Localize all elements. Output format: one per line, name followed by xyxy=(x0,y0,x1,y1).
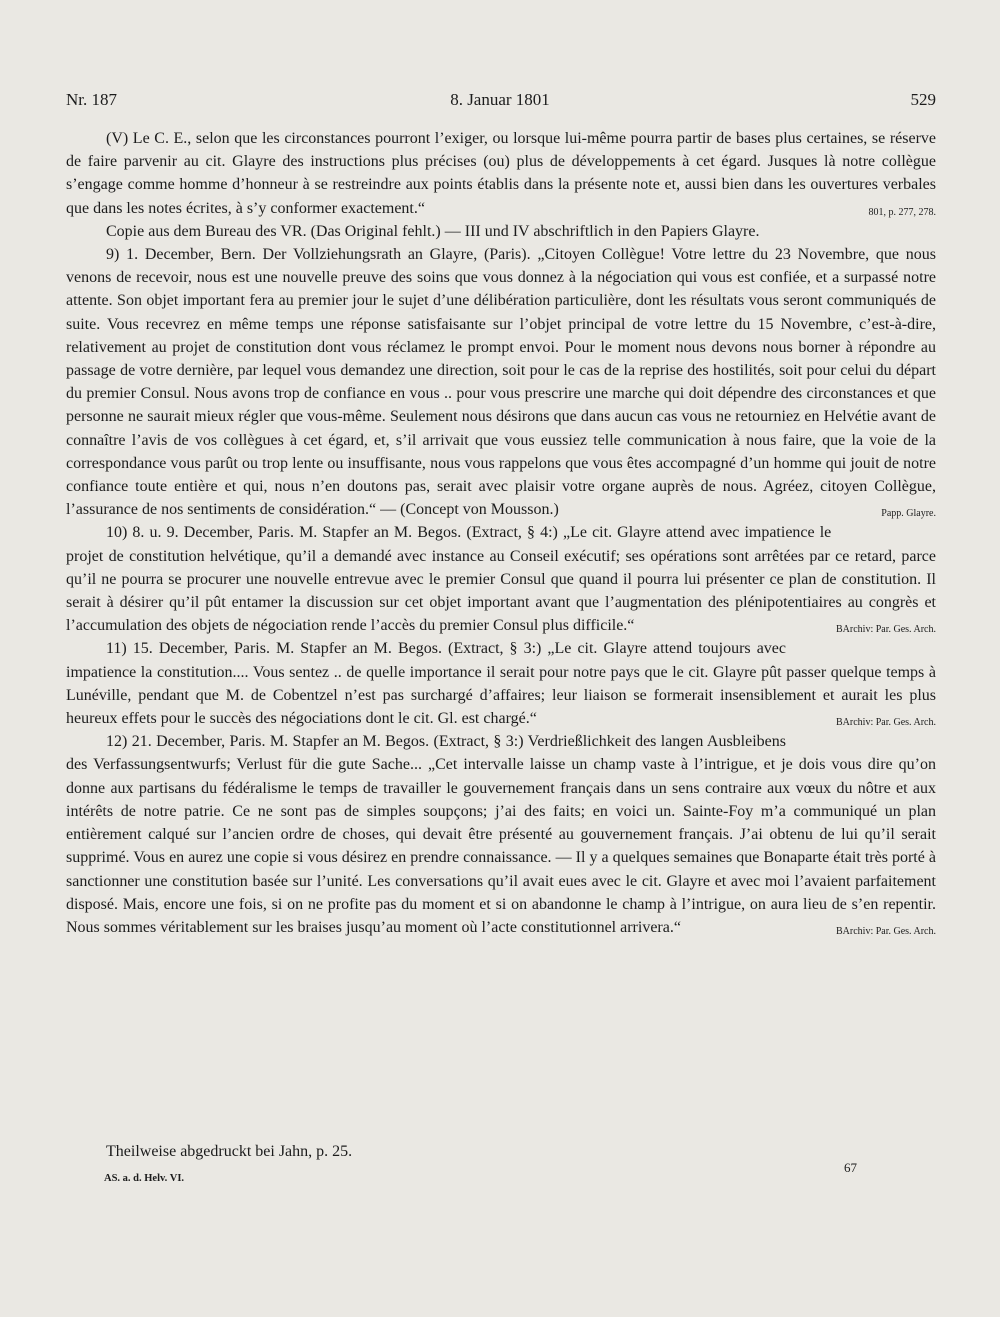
source-ref: BArchiv: Par. Ges. Arch. xyxy=(836,717,936,729)
source-ref: BArchiv: Par. Ges. Arch. xyxy=(836,624,936,636)
source-ref: 801, p. 277, 278. xyxy=(868,206,936,218)
paragraph-9 xyxy=(66,243,936,521)
paragraph-copie xyxy=(66,220,936,243)
paragraph-text: 10) 8. u. 9. December, Paris. M. Stapfer an M. Begos. (Extract, § 4:) „Le cit. Glayre attend avec impatience le projet de constitution helvétique, qu’il a demandé avec instance au Conseil exécutif; ses opérations sont arrêtées par ce retard, parce qu’il ne pourra se procurer une nouvelle entrevue avec le premier Consul que quand il pourra lui présenter ce plan de constitution. Il serait à désirer qu’il pût entamer la discussion sur cet objet important avant que l’augmentation des plénipotentiaires au congrès et l’accumulation des objets de négociation rende l’accès du premier Consul plus difficile.“ xyxy=(66,524,936,635)
paragraph-10 xyxy=(66,521,936,637)
paragraph-text: 12) 21. December, Paris. M. Stapfer an M. Begos. (Extract, § 3:) Verdrießlichkeit des langen Ausbleibens des Verfassungsentwurfs; Verlust für die gute Sache... „Cet intervalle laisse un champ vaste à l’intrigue, et je dois vous dire qu’on donne aux partisans du fédéralisme le temps de travailler le gouvernement français dans un sens contraire aux vœux du nôtre et aux intérêts de notre patrie. Ce ne sont pas de simples soupçons; j’ai des faits; en voici un. Sainte-Foy m’a communiqué un plan entièrement calqué sur l’ancien ordre de choses, qui devait être présenté au gouvernement français. J’ai obtenu de lui qu’il serait supprimé. Vous en aurez une copie si vous désirez en prendre connaissance. — Il y a quelques semaines que Bonaparte était très porté à sanctionner une constitution basée sur l’unité. Les conversations qu’il avait eues avec le cit. Glayre et avec moi l’avaient parfaitement disposé. Mais, encore une fois, si on ne profite pas du moment et si on abandonne le champ à l’intrigue, on aura lieu de s’en repentir. Nous sommes véritablement sur les braises jusqu’au moment où l’acte constitutionnel arrivera.“ xyxy=(66,733,936,936)
closing-note: Theilweise abgedruckt bei Jahn, p. 25. xyxy=(106,1143,353,1160)
paragraph-v xyxy=(66,127,936,220)
paragraph-11 xyxy=(66,637,936,730)
header-number: Nr. 187 xyxy=(66,90,117,109)
page-number: 529 xyxy=(910,90,936,109)
body-text xyxy=(66,127,936,943)
sheet-number: 67 xyxy=(844,1160,857,1175)
paragraph-text: 9) 1. December, Bern. Der Vollziehungsrath an Glayre, (Paris). „Citoyen Collègue! Votre lettre du 23 Novembre, que nous venons de recevoir, nous est une nouvelle preuve des soins que vous donnez à la négociation qui vous est confiée, et a surpassé notre attente. Son objet important fera au premier jour le sujet d’une délibération particulière, dont les résultats vous seront communiqués de suite. Vous recevrez en même temps une réponse satisfaisante sur l’objet principal de votre lettre du 15 Novembre, c’est-à-dire, relativement au projet de constitution dont vous réclamez le prompt envoi. Pour le moment nous devons nous borner à répondre au passage de votre dernière, par lequel vous demandez une direction, soit pour le cas de la reprise des hostilités, soit pour celui du départ du premier Consul. Nous avons trop de confiance en vous .. pour vous prescrire une marche qui doit dépendre des circonstances et que personne ne saurait mieux régler que vous-même. Seulement nous désirons que dans aucun cas vous ne retourniez en Helvétie avant de connaître l’avis de vos collègues à cet égard, et, s’il arrivait que vous eussiez telle communication à nous faire, que la voie de la correspondance vous parût ou trop lente ou insuffisante, nous vous rappelons que vous êtes accompagné d’un homme qui jouit de notre confiance toute entière et qui, nous n’en doutons pas, serait avec plaisir votre organe auprès de nous. Agréez, citoyen Collègue, l’assurance de nos sentiments de considération.“ — (Concept von Mousson.) xyxy=(66,246,936,519)
header-date: 8. Januar 1801 xyxy=(450,90,550,109)
paragraph-text: 11) 15. December, Paris. M. Stapfer an M. Begos. (Extract, § 3:) „Le cit. Glayre attend toujours avec impatience la constitution.... Vous sentez .. de quelle importance il serait pour notre pays que le cit. Glayre pût passer quelque temps à Lunéville, pendant que M. de Cobentzel n’est pas surchargé d’affaires; leur liaison se formerait insensiblement et aurait les plus heureux effets pour le succès des négociations dont le cit. Gl. est chargé.“ xyxy=(66,640,936,728)
paragraph-text: (V) Le C. E., selon que les circonstances pourront l’exiger, ou lorsque lui-même pourra partir de bases plus certaines, se réserve de faire parvenir au cit. Glayre des instructions plus précises (ou) plus de développements à cet égard. Jusques là notre collègue s’engage comme homme d’honneur à se restreindre aux points établis dans la présente note et, aussi bien dans les ouvertures verbales que dans les notes écrites, à s’y conformer exactement.“ xyxy=(66,130,936,217)
signature-mark: AS. a. d. Helv. VI. xyxy=(104,1173,185,1184)
source-ref: Papp. Glayre. xyxy=(881,508,936,520)
source-ref: BArchiv: Par. Ges. Arch. xyxy=(836,925,936,937)
paragraph-12 xyxy=(66,730,936,939)
paragraph-text: Copie aus dem Bureau des VR. (Das Original fehlt.) — III und IV abschriftlich in den Papiers Glayre. xyxy=(106,222,760,240)
